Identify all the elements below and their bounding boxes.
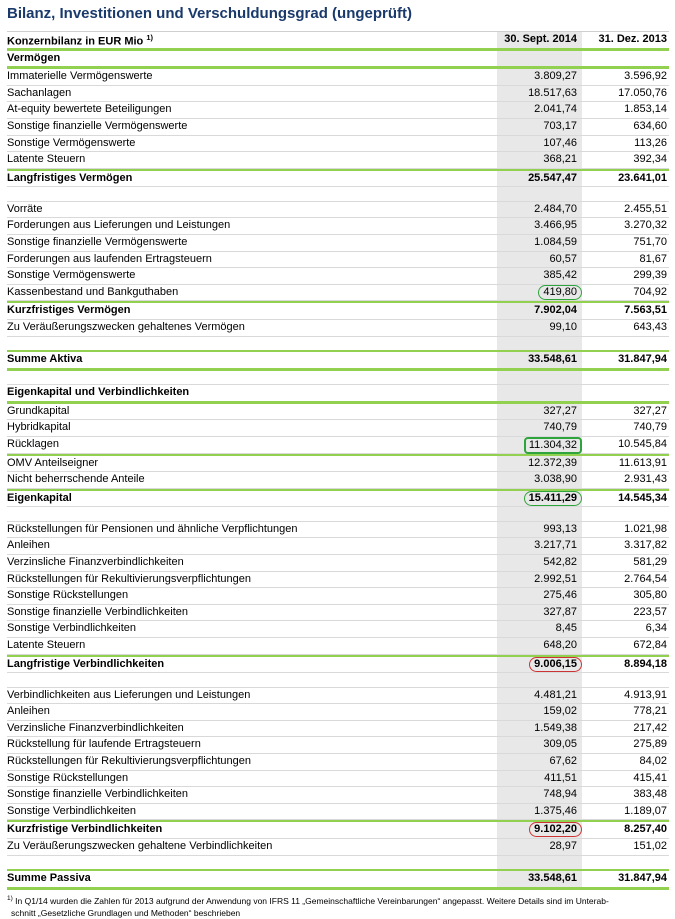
row-label: Latente Steuern	[7, 153, 86, 166]
value-2013: 3.270,32	[624, 219, 667, 232]
value-2014: 411,51	[497, 771, 582, 787]
row-label: Sonstige Verbindlichkeiten	[7, 622, 137, 635]
row-label: Sonstige finanzielle Verbindlichkeiten	[7, 605, 189, 618]
row-label: Rückstellungen für Pensionen und ähnliche Verpflichtungen	[7, 522, 298, 535]
table-row	[7, 489, 669, 508]
row-label: Verzinsliche Finanzverbindlichkeiten	[7, 721, 184, 734]
row-label: Sonstige Vermögenswerte	[7, 136, 136, 149]
row-label: Sonstige finanzielle Vermögenswerte	[7, 119, 188, 132]
table-row	[7, 538, 669, 555]
row-label: Summe Aktiva	[7, 353, 83, 366]
value-2014: 327,27	[497, 404, 582, 420]
row-label: Forderungen aus Lieferungen und Leistungen	[7, 219, 231, 232]
table-row	[7, 152, 669, 169]
value-2013: 275,89	[633, 738, 667, 751]
table-row	[7, 787, 669, 804]
row-label: Vermögen	[7, 51, 61, 64]
row-label: Kassenbestand und Bankguthaben	[7, 285, 179, 298]
value-2013: 3.596,92	[624, 70, 667, 83]
green-oval-annotation: 419,80	[538, 285, 582, 300]
row-label: Sonstige Vermögenswerte	[7, 269, 136, 282]
value-2014: 327,87	[497, 605, 582, 621]
row-label: Immaterielle Vermögenswerte	[7, 70, 153, 83]
value-2013: 704,92	[633, 285, 667, 298]
table-row	[7, 804, 669, 821]
value-2014: 309,05	[497, 737, 582, 753]
value-2013: 2.931,43	[624, 473, 667, 486]
table-row	[7, 621, 669, 638]
table-row	[7, 655, 669, 674]
value-2013: 17.050,76	[618, 86, 667, 99]
table-row	[7, 869, 669, 890]
value-2013: 10.545,84	[618, 437, 667, 450]
row-label: Zu Veräußerungszwecken gehaltenes Vermögen	[7, 321, 245, 333]
value-2014: 8,45	[497, 621, 582, 637]
red-oval-annotation: 9.006,15	[529, 657, 582, 672]
value-2014	[497, 491, 582, 507]
value-2013: 8.257,40	[624, 823, 667, 836]
value-2014: 740,79	[497, 420, 582, 436]
column-header-2013: 31. Dez. 2013	[598, 33, 667, 45]
value-2014	[497, 657, 582, 673]
row-label: Kurzfristige Verbindlichkeiten	[7, 823, 163, 836]
value-2014: 993,13	[497, 522, 582, 538]
table-row	[7, 320, 669, 337]
table-row	[7, 605, 669, 622]
value-2013: 305,80	[633, 589, 667, 602]
row-label: Langfristiges Vermögen	[7, 171, 133, 184]
highlight-column-band	[497, 673, 582, 687]
table-row	[7, 704, 669, 721]
row-label: Kurzfristiges Vermögen	[7, 304, 131, 317]
value-2013: 3.317,82	[624, 539, 667, 552]
row-label: Sonstige finanzielle Vermögenswerte	[7, 236, 188, 249]
value-2014: 3.217,71	[497, 538, 582, 554]
table-row	[7, 169, 669, 188]
table-row	[7, 754, 669, 771]
table-row	[7, 252, 669, 269]
value-2013: 81,67	[639, 252, 667, 265]
row-label: Anleihen	[7, 705, 50, 718]
value-2014: 648,20	[497, 638, 582, 654]
table-row	[7, 638, 669, 655]
table-row	[7, 102, 669, 119]
table-row	[7, 136, 669, 153]
value-2013: 14.545,34	[618, 491, 667, 504]
value-2013: 6,34	[645, 622, 667, 635]
table-header-label: Konzernbilanz in EUR Mio $^{1)}$	[7, 32, 154, 48]
table-row	[7, 86, 669, 103]
table-row	[7, 350, 669, 371]
row-label: Sonstige Verbindlichkeiten	[7, 804, 137, 817]
table-row	[7, 721, 669, 738]
value-2014	[497, 285, 582, 301]
row-label: Vorräte	[7, 202, 43, 215]
row-label: Hybridkapital	[7, 421, 71, 434]
row-label: Zu Veräußerungszwecken gehaltene Verbindlichkeiten	[7, 840, 273, 853]
value-2014: 1.084,59	[497, 235, 582, 251]
value-2014: 18.517,63	[497, 86, 582, 102]
value-2013: 113,26	[634, 136, 667, 149]
value-2014: 107,46	[497, 136, 582, 152]
value-2014: 2.992,51	[497, 572, 582, 588]
value-2013: 23.641,01	[618, 171, 667, 184]
spacer-row	[7, 673, 669, 688]
value-2014: 275,46	[497, 588, 582, 604]
column-header-2014: 30. Sept. 2014	[497, 32, 582, 48]
table-row	[7, 555, 669, 572]
value-2014: 33.548,61	[497, 871, 582, 887]
value-2013: 4.913,91	[624, 688, 667, 701]
row-label: Nicht beherrschende Anteile	[7, 473, 145, 486]
value-2014: 3.038,90	[497, 472, 582, 488]
row-label: At-equity bewertete Beteiligungen	[7, 103, 172, 116]
value-2014: 748,94	[497, 787, 582, 803]
table-row	[7, 51, 669, 70]
row-label: Forderungen aus laufenden Ertragsteuern	[7, 252, 212, 265]
spacer-row	[7, 507, 669, 522]
table-row	[7, 737, 669, 754]
value-2014: 1.375,46	[497, 804, 582, 820]
row-label: Rückstellung für laufende Ertragsteuern	[7, 738, 201, 751]
row-label: Eigenkapital	[7, 491, 72, 504]
value-2013: 151,02	[633, 840, 667, 853]
table-row	[7, 588, 669, 605]
row-label: OMV Anteilseigner	[7, 456, 99, 469]
footnote-line-2: schnitt „Gesetzliche Grundlagen und Methoden“ beschrieben	[11, 907, 241, 918]
value-2013	[582, 51, 669, 67]
table-row	[7, 285, 669, 302]
table-body	[7, 51, 669, 890]
value-2013: 327,27	[633, 404, 667, 417]
value-2013: 383,48	[633, 788, 667, 801]
table-row	[7, 218, 669, 235]
value-2013: 751,70	[633, 236, 667, 249]
value-2014	[497, 822, 582, 838]
table-row	[7, 437, 669, 454]
value-2013: 31.847,94	[618, 353, 667, 366]
value-2013: 11.613,91	[618, 456, 667, 469]
value-2013: 217,42	[633, 721, 667, 734]
value-2013: 634,60	[633, 119, 667, 132]
row-label: Anleihen	[7, 539, 50, 552]
value-2013: 7.563,51	[624, 304, 667, 317]
table-row	[7, 235, 669, 252]
table-row	[7, 522, 669, 539]
table-row	[7, 119, 669, 136]
table-row	[7, 268, 669, 285]
value-2014: 67,62	[497, 754, 582, 770]
value-2014: 60,57	[497, 252, 582, 268]
value-2013: 415,41	[633, 771, 667, 784]
value-2013: 643,43	[633, 321, 667, 333]
value-2013: 672,84	[633, 639, 667, 651]
row-label: Sachanlagen	[7, 86, 72, 99]
table-row	[7, 771, 669, 788]
table-row	[7, 301, 669, 320]
spacer-row	[7, 371, 669, 386]
highlight-column-band	[497, 337, 582, 351]
value-2014: 33.548,61	[497, 352, 582, 368]
row-label: Eigenkapital und Verbindlichkeiten	[7, 386, 190, 399]
row-label: Sonstige Rückstellungen	[7, 589, 129, 602]
row-label: Verzinsliche Finanzverbindlichkeiten	[7, 556, 184, 569]
value-2014	[497, 51, 582, 67]
value-2013: 740,79	[633, 421, 667, 434]
row-label: Latente Steuern	[7, 639, 86, 651]
row-label: Verbindlichkeiten aus Lieferungen und Leistungen	[7, 688, 251, 701]
value-2014	[497, 437, 582, 453]
highlight-column-band	[497, 507, 582, 521]
row-label: Sonstige finanzielle Verbindlichkeiten	[7, 788, 189, 801]
value-2014	[497, 385, 582, 401]
row-label: Rückstellungen für Rekultivierungsverpflichtungen	[7, 572, 251, 585]
highlight-column-band	[497, 856, 582, 870]
balance-sheet-table	[7, 31, 669, 890]
value-2014: 12.372,39	[497, 456, 582, 472]
row-label: Summe Passiva	[7, 872, 91, 885]
value-2014: 542,82	[497, 555, 582, 571]
highlight-column-band	[497, 371, 582, 385]
value-2014: 703,17	[497, 119, 582, 135]
value-2013: 2.764,54	[624, 572, 667, 585]
value-2013: 778,21	[633, 705, 667, 718]
spacer-row	[7, 337, 669, 351]
value-2014: 28,97	[497, 839, 582, 855]
spacer-row	[7, 856, 669, 870]
value-2014: 159,02	[497, 704, 582, 720]
table-row	[7, 420, 669, 437]
row-label: Rücklagen	[7, 437, 59, 450]
value-2013: 223,57	[633, 605, 667, 618]
value-2013: 84,02	[639, 755, 667, 768]
value-2013: 1.021,98	[624, 522, 667, 535]
value-2014: 99,10	[497, 320, 582, 336]
table-row	[7, 385, 669, 404]
table-row	[7, 820, 669, 839]
value-2013: 1.853,14	[624, 103, 667, 116]
value-2014: 3.809,27	[497, 69, 582, 85]
row-label: Sonstige Rückstellungen	[7, 771, 129, 784]
table-row	[7, 472, 669, 489]
table-row	[7, 404, 669, 421]
value-2014: 4.481,21	[497, 688, 582, 704]
table-row	[7, 69, 669, 86]
value-2013: 8.894,18	[624, 657, 667, 670]
table-row	[7, 839, 669, 856]
value-2013: 299,39	[633, 269, 667, 282]
row-label: Grundkapital	[7, 404, 70, 417]
table-header-row	[7, 32, 669, 51]
value-2014: 385,42	[497, 268, 582, 284]
value-2014: 7.902,04	[497, 303, 582, 319]
footnote	[7, 893, 669, 919]
table-row	[7, 202, 669, 219]
green-oval-annotation: 15.411,29	[524, 491, 582, 506]
page-title: Bilanz, Investitionen und Verschuldungsgrad (ungeprüft)	[7, 5, 413, 22]
spacer-row	[7, 187, 669, 202]
value-2014: 3.466,95	[497, 218, 582, 234]
value-2013: 31.847,94	[618, 872, 667, 885]
value-2013: 392,34	[633, 153, 667, 166]
row-label: Langfristige Verbindlichkeiten	[7, 657, 165, 670]
highlight-column-band	[497, 187, 582, 201]
value-2013: 2.455,51	[624, 202, 667, 215]
value-2013	[582, 385, 669, 401]
value-2014: 2.041,74	[497, 102, 582, 118]
table-row	[7, 572, 669, 589]
value-2014: 2.484,70	[497, 202, 582, 218]
table-row	[7, 688, 669, 705]
value-2013: 1.189,07	[624, 804, 667, 817]
value-2014: 1.549,38	[497, 721, 582, 737]
value-2014: 368,21	[497, 152, 582, 168]
header-footnote-ref: 1)	[146, 32, 154, 42]
value-2014: 25.547,47	[497, 171, 582, 187]
footnote-ref: 1)	[7, 894, 13, 902]
table-row	[7, 454, 669, 473]
footnote-line-1: $^{1)}$ In Q1/14 wurden die Zahlen für 2013 aufgrund der Anwendung von IFRS 11 „Gemeinschaftliche Vereinbarungen“ angepasst. Weitere Details sind im Unterab-	[7, 894, 609, 906]
row-label: Rückstellungen für Rekultivierungsverpflichtungen	[7, 755, 251, 768]
red-oval-annotation: 9.102,20	[529, 822, 582, 837]
value-2013: 581,29	[633, 556, 667, 569]
green-rect-annotation: 11.304,32	[524, 437, 582, 454]
